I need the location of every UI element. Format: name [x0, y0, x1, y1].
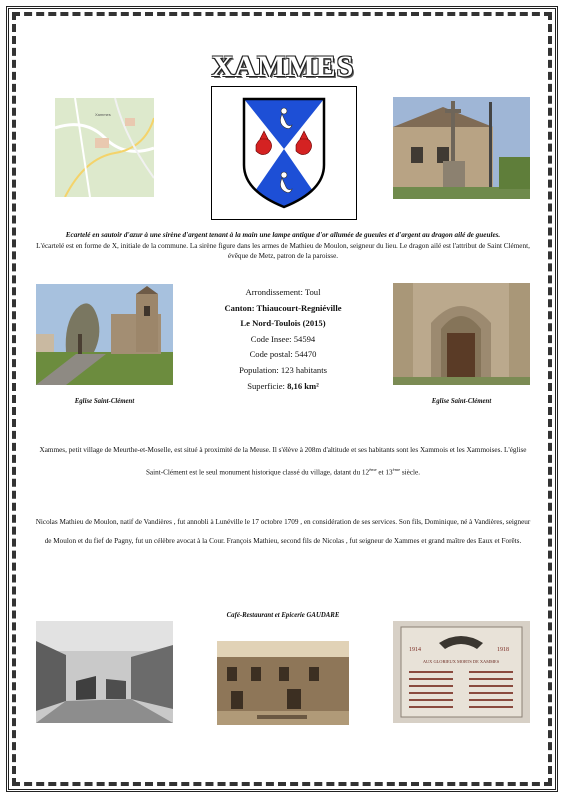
superficie-value: 8,16 km² [287, 380, 319, 391]
info-canton: Canton: Thiaucourt-Regniéville [224, 302, 342, 313]
old-street-photo [36, 621, 173, 723]
page-title: XAMMES [211, 50, 355, 83]
map-image [55, 98, 154, 197]
paragraph-village-intro: Xammes, petit village de Meurthe-et-Moselle, est situé à proximité de la Meuse. Il s'élève à 208m d'altitude et ses habitants sont les Xammois et les Xammoises. L'église Saint-Clément est le seul monument historique classé du village, datant du 12ème et 13ème siècle. [39, 446, 527, 477]
coat-of-arms-frame [211, 86, 357, 220]
info-postal: Code postal: 54470 [249, 349, 317, 360]
svg-text:Xammes: Xammes [95, 112, 111, 117]
info-region: Le Nord-Toulois (2015) [240, 318, 326, 329]
memorial-year-right: 1918 [497, 647, 509, 653]
church-photo-left [36, 284, 173, 385]
caption-church-right: Eglise Saint-Clément [431, 398, 492, 405]
memorial-year-left: 1914 [409, 647, 421, 653]
info-superficie: Superficie: 8,16 km² [247, 380, 319, 391]
paragraph-history: Nicolas Mathieu de Moulon, natif de Vandières , fut annobli à Lunéville le 17 octobre 1709 , en considération de ses services. Son fils, Dominique, né à Vandières, seigneur de Moulon et du fief de Pagny, fut un célèbre avocat à la Cour. François Mathieu, second fils de Nicolas , fut seigneur de Xammes et grand maître des Eaux et Forêts. [35, 518, 531, 545]
village-cross-photo [393, 97, 530, 199]
info-arrondissement: Arrondissement: Toul [245, 287, 321, 297]
cafe-postcard-photo [217, 641, 349, 725]
caption-cafe: Café-Restaurant et Epicerie GAUDARE [226, 612, 340, 619]
info-insee: Code Insee: 54594 [250, 333, 316, 344]
blazon-description [30, 230, 536, 262]
info-population: Population: 123 habitants [239, 364, 327, 375]
coat-of-arms-shield [212, 87, 356, 219]
blazon-text: L'écartelé est en forme de X, initiale de la commune. La sirène figure dans les armes de Mathieu de Moulon, seigneur du lieu. Le dragon ailé est l'attribut de Saint Clément, évêque de Metz, patron de la paroisse. [36, 241, 530, 260]
church-door-photo [393, 283, 530, 385]
war-memorial-photo [393, 621, 530, 723]
memorial-heading: AUX GLORIEUX MORTS DE XAMMES [422, 659, 500, 664]
commune-info [195, 285, 371, 394]
caption-church-left: Eglise Saint-Clément [74, 398, 135, 405]
blazon-heading: Ecartelé en sautoir d'azur à une sirène d'argent tenant à la main une lampe antique d'or allumée de gueules et d'argent au dragon ailé de gueules. [65, 231, 501, 239]
